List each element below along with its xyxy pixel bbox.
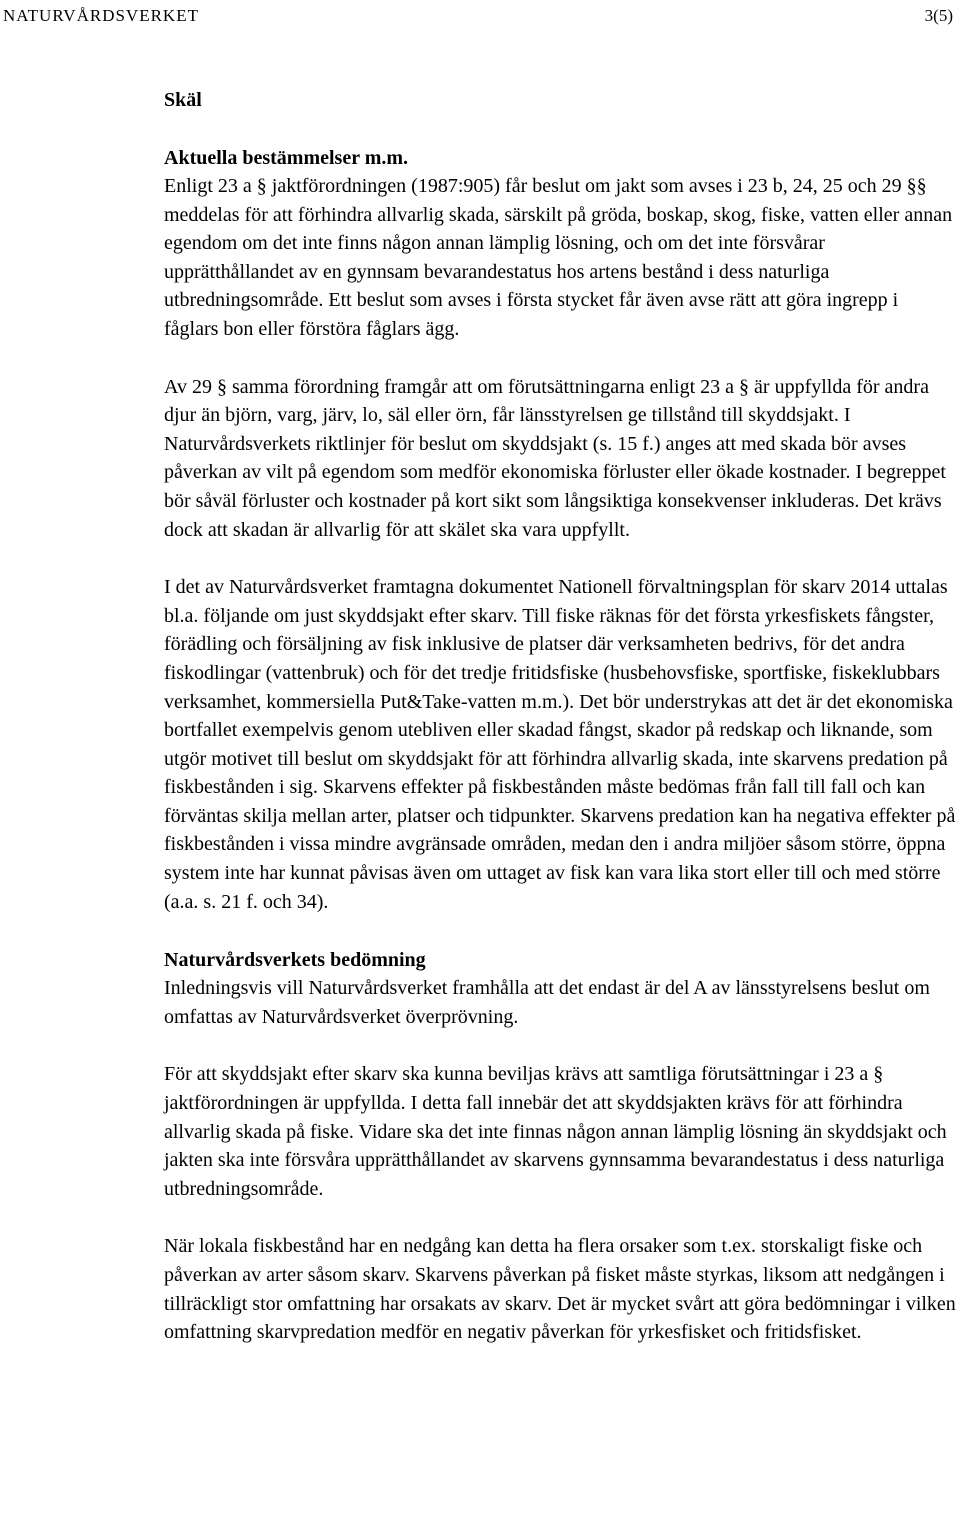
page-number: 3(5) (924, 6, 953, 25)
heading-aktuella-bestammelser: Aktuella bestämmelser m.m. (164, 147, 409, 169)
paragraph-forutsattningar: För att skyddsjakt efter skarv ska kunna beviljas krävs att samtliga förutsättningar i 23 a § jaktförordningen är uppfyllda. I detta fall innebär det att skyddsjakten krävs för att förhindra allvarlig skada på fiske. Vidare ska det inte finnas någon annan lämplig lösning än skyddsjakt och jakten ska inte försvåra upprätthållandet av skarvens gynnsamma bevarandestatus i dess naturliga utbredningsområde. (164, 1063, 947, 1200)
paragraph-lokala-fiskbestand: När lokala fiskbestånd har en nedgång kan detta ha flera orsaker som t.ex. storskaligt fiske och påverkan av arter såsom skarv. Skarvens påverkan på fisket måste styrkas, liksom att nedgången i tillräckligt stor omfattning har orsakats av skarv. Det är mycket svårt att göra bedömningar i vilken omfattning skarvpredation medför en negativ påverkan för yrkesfisket och fritidsfisket. (164, 1235, 956, 1344)
paragraph-jaktforordningen-23a: Enligt 23 a § jaktförordningen (1987:905) får beslut om jakt som avses i 23 b, 24, 25 och 29 §§ meddelas för att förhindra allvarlig skada, särskilt på gröda, boskap, skog, fiske, vatten eller annan egendom om det inte finns någon annan lämplig lösning, och om det inte försvårar upprätthållandet av en gynnsam bevarandestatus hos artens bestånd i dess naturliga utbredningsområde. Ett beslut som avses i första stycket får även avse rätt att göra ingrepp i fåglars bon eller förstöra fåglars ägg. (164, 175, 953, 340)
document-body (164, 86, 956, 1347)
organization-name: NATURVÅRDSVERKET (3, 6, 199, 25)
heading-skal: Skäl (164, 89, 202, 111)
paragraph-inledningsvis: Inledningsvis vill Naturvårdsverket framhålla att det endast är del A av länsstyrelsens beslut om omfattas av Naturvårdsverket överprövning. (164, 977, 930, 1028)
page-header (3, 4, 953, 28)
paragraph-forordning-29: Av 29 § samma förordning framgår att om förutsättningarna enligt 23 a § är uppfyllda för andra djur än björn, varg, järv, lo, säl eller örn, får länsstyrelsen ge tillstånd till skyddsjakt. I Naturvårdsverkets riktlinjer för beslut om skyddsjakt (s. 15 f.) anges att med skada bör avses påverkan av vilt på egendom som medför ekonomiska förluster eller ökade kostnader. I begreppet bör såväl förluster och kostnader på kort sikt som långsiktiga konsekvenser inkluderas. Det krävs dock att skadan är allvarlig för att skälet ska vara uppfyllt. (164, 375, 946, 541)
heading-bedomning: Naturvårdsverkets bedömning (164, 949, 426, 972)
paragraph-forvaltningsplan-skarv: I det av Naturvårdsverket framtagna dokumentet Nationell förvaltningsplan för skarv 2014 uttalas bl.a. följande om just skyddsjakt efter skarv. Till fiske räknas för det första yrkesfiskets fångster, förädling och försäljning av fisk inklusive de platser där verksamheten bedrivs, för det andra fiskodlingar (vattenbruk) och för det tredje fritidsfiske (husbehovsfiske, sportfiske, fiskeklubbars verksamhet, kommersiella Put&Take-vatten m.m.). Det bör understrykas att det är det ekonomiska bortfallet exempelvis genom utebliven eller skadad fångst, skador på redskap och liknande, som utgör motivet till beslut om skyddsjakt för att förhindra allvarlig skada, inte skarvens predation på fiskbestånden i sig. Skarvens effekter på fiskbestånden måste bedömas från fall till fall och kan förväntas skilja mellan arter, platser och tidpunkter. Skarvens predation kan ha negativa effekter på fiskbestånden i vissa mindre avgränsade områden, medan den i andra miljöer såsom större, öppna system inte har kunnat påvisas även om uttaget av fisk kan vara lika stort eller till och med större (a.a. s. 21 f. och 34). (164, 576, 956, 913)
